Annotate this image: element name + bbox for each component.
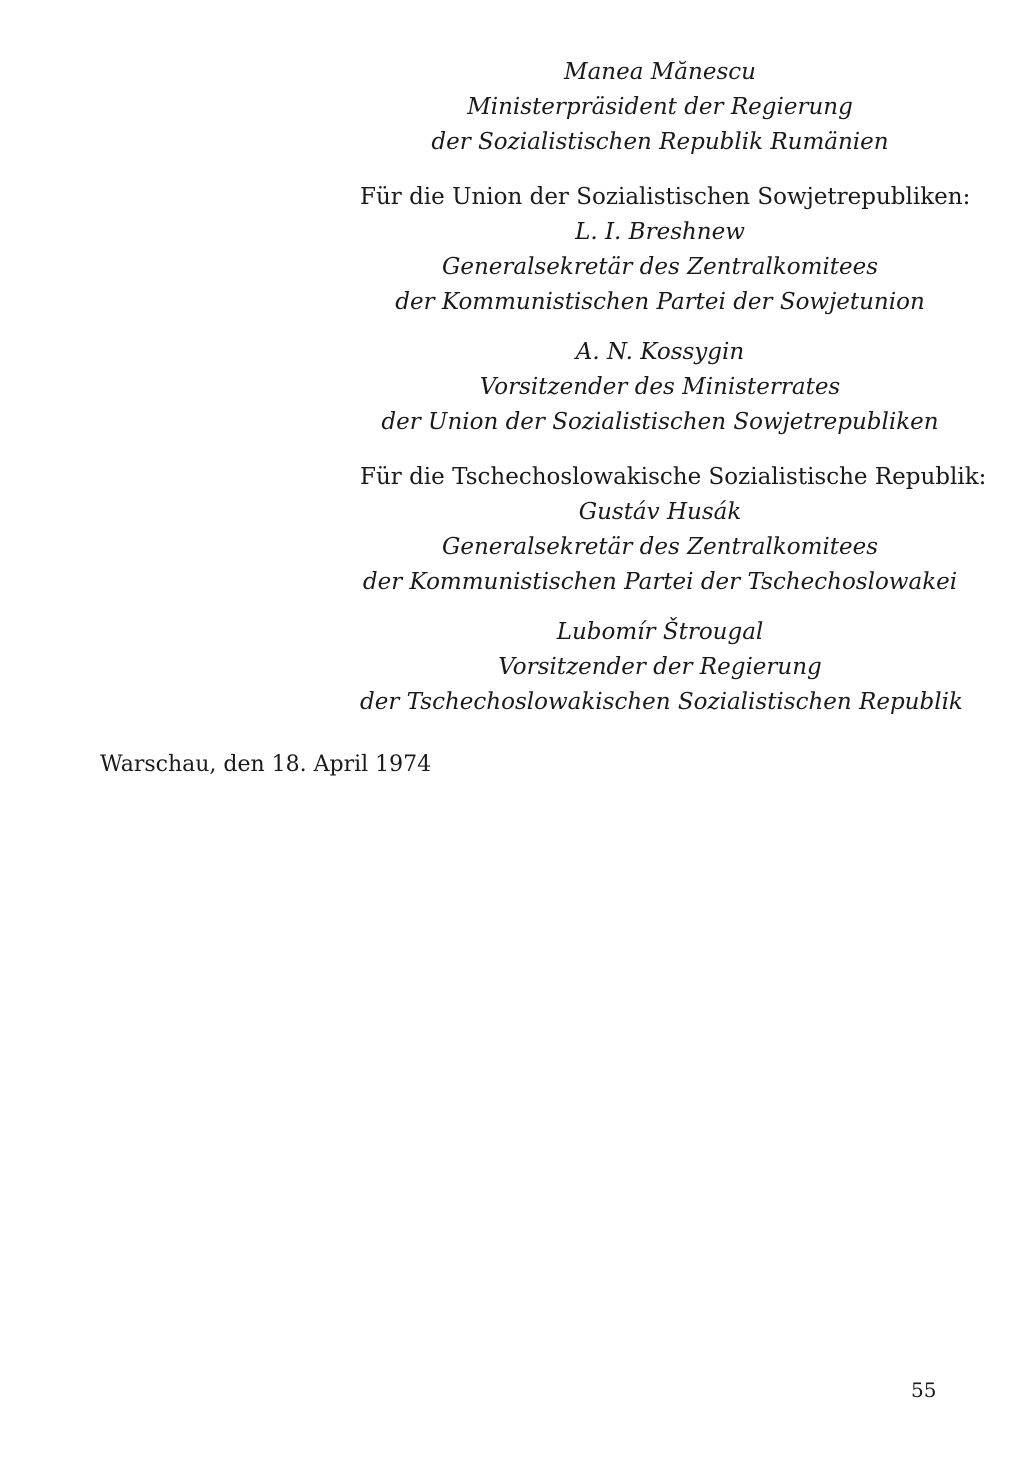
country-heading: Für die Tschechoslowakische Sozialistische Republik: xyxy=(360,464,987,490)
page-number: 55 xyxy=(911,1378,937,1402)
signatory-title: der Tschechoslowakischen Sozialistischen Republik xyxy=(360,689,963,715)
signatory-title: Generalsekretär des Zentralkomitees xyxy=(441,534,879,560)
signatory-name: Lubomír Štrougal xyxy=(556,619,764,645)
signatory-title: Vorsitzender des Ministerrates xyxy=(479,374,841,400)
signatory-name: Manea Mănescu xyxy=(564,59,756,85)
signatory-title: Generalsekretär des Zentralkomitees xyxy=(441,254,879,280)
signatory-name: A. N. Kossygin xyxy=(575,339,745,365)
signature-block-czechoslovakia-second xyxy=(360,615,963,720)
country-heading: Für die Union der Sozialistischen Sowjetrepubliken: xyxy=(360,184,971,210)
signatory-title: der Sozialistischen Republik Rumänien xyxy=(431,129,889,155)
signatory-title: der Union der Sozialistischen Sowjetrepubliken xyxy=(381,409,939,435)
signatory-title: der Kommunistischen Partei der Tschechoslowakei xyxy=(362,569,958,595)
signature-block-ussr xyxy=(360,180,971,320)
signatory-title: Ministerpräsident der Regierung xyxy=(467,94,853,120)
place-and-date: Warschau, den 18. April 1974 xyxy=(100,752,432,777)
signatory-name: L. I. Breshnew xyxy=(575,219,745,245)
signatory-title: Vorsitzender der Regierung xyxy=(498,654,822,680)
signatory-name: Gustáv Husák xyxy=(578,499,742,525)
signatory-title: der Kommunistischen Partei der Sowjetunion xyxy=(395,289,925,315)
signature-block-ussr-second xyxy=(360,335,960,440)
signature-block-czechoslovakia xyxy=(360,460,987,600)
signature-block-romania xyxy=(360,55,960,160)
